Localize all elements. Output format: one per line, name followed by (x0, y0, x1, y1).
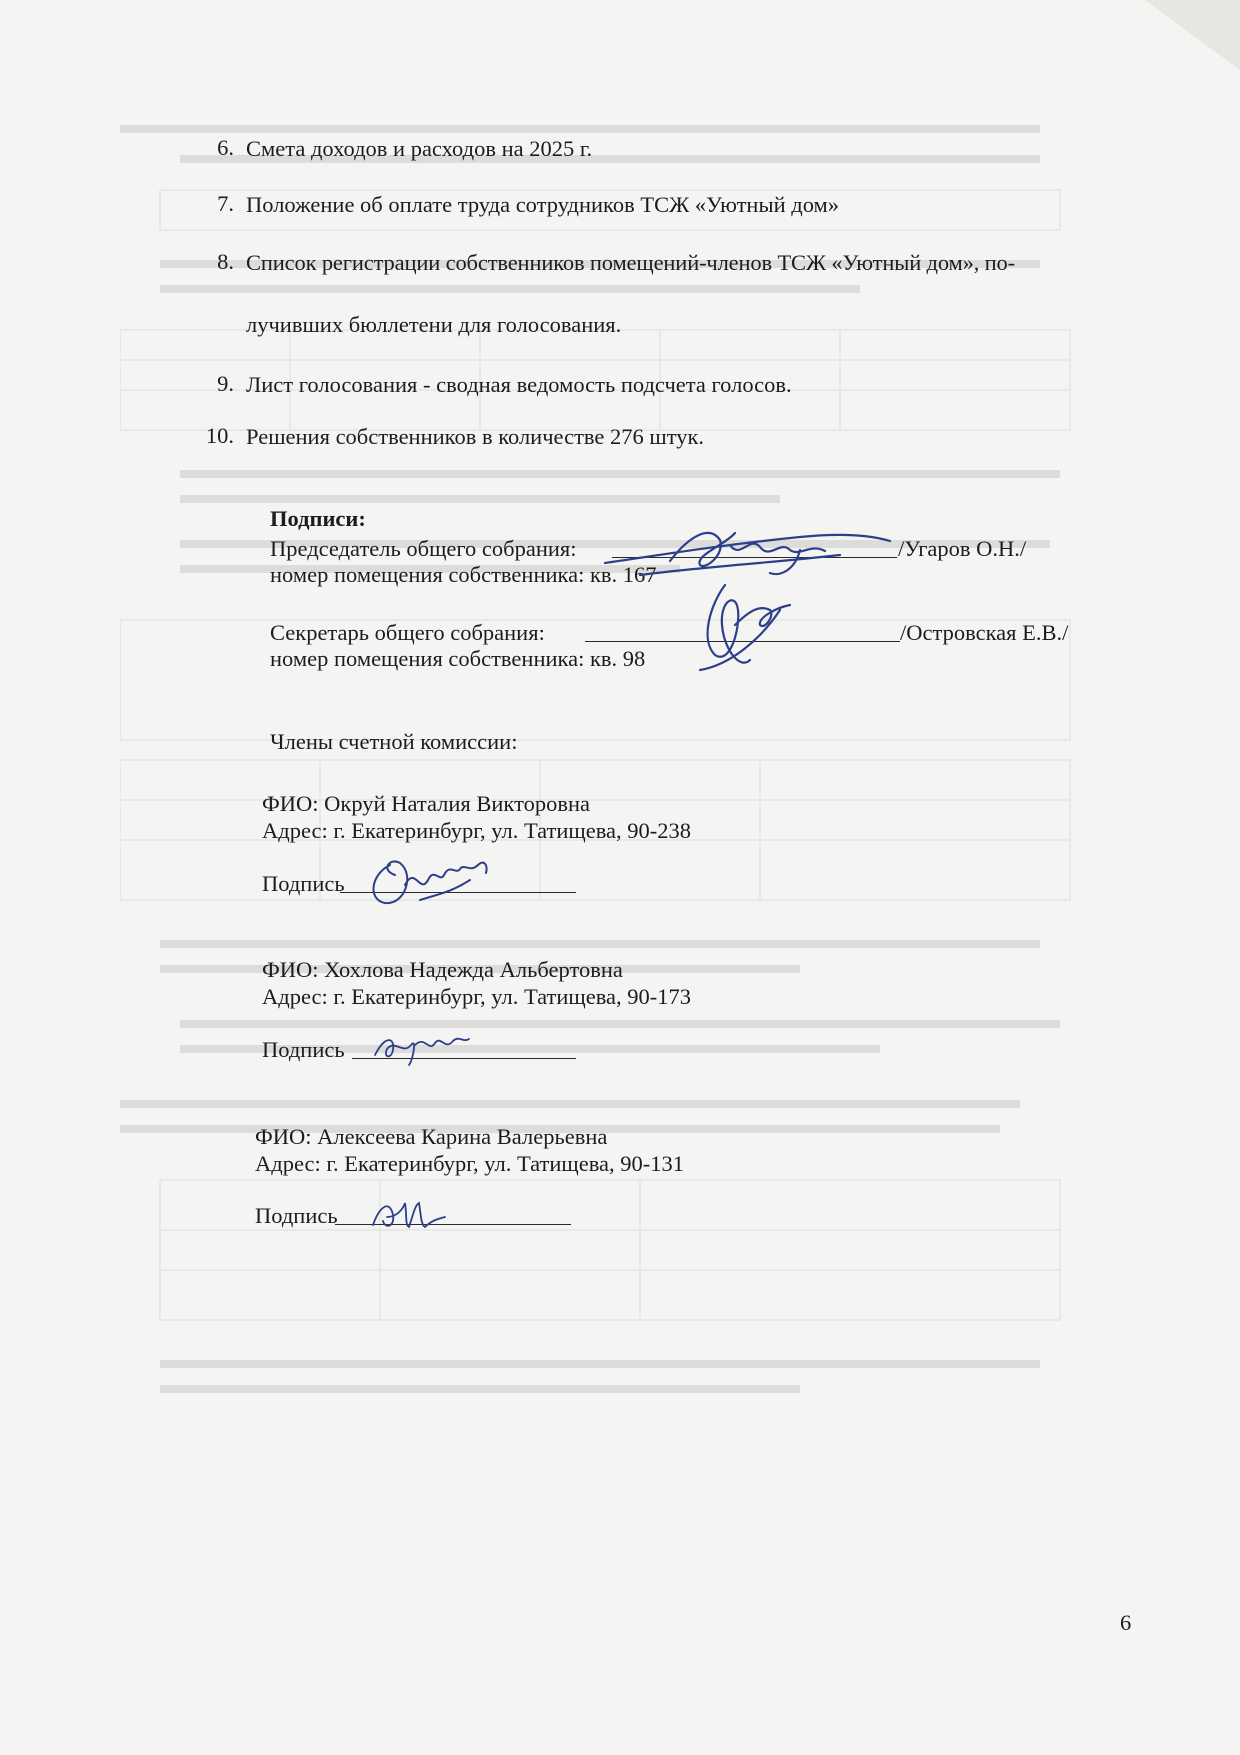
member-signature-image (365, 1195, 455, 1235)
member-address: Адрес: г. Екатеринбург, ул. Татищева, 90-173 (262, 984, 692, 1009)
member-address: Адрес: г. Екатеринбург, ул. Татищева, 90-131 (255, 1151, 685, 1176)
member-sign-label: Подпись (262, 871, 345, 896)
secretary-signature-image (680, 570, 820, 680)
list-number: 6. (217, 135, 234, 160)
list-item-text-continuation: лучивших бюллетени для голосования. (246, 312, 622, 337)
list-number: 7. (217, 191, 234, 216)
member-fio: ФИО: Хохлова Надежда Альбертовна (262, 957, 623, 982)
member-address: Адрес: г. Екатеринбург, ул. Татищева, 90-238 (262, 818, 692, 843)
list-item-text: Лист голосования - сводная ведомость подсчета голосов. (246, 372, 792, 397)
commission-heading: Члены счетной комиссии: (270, 729, 518, 754)
chairman-label: Председатель общего собрания: (270, 536, 577, 561)
signatures-heading: Подписи: (270, 506, 366, 531)
secretary-room: номер помещения собственника: кв. 98 (270, 646, 646, 671)
secretary-label: Секретарь общего собрания: (270, 620, 545, 645)
member-signature-image (365, 1025, 475, 1070)
folded-corner (1145, 0, 1240, 70)
member-sign-label: Подпись (262, 1037, 345, 1062)
list-number: 9. (217, 371, 234, 396)
list-item-text: Положение об оплате труда сотрудников ТСЖ «Уютный дом» (246, 192, 840, 217)
list-item-text: Решения собственников в количестве 276 штук. (246, 424, 705, 449)
list-number: 10. (205, 423, 234, 448)
list-number: 8. (217, 249, 234, 274)
member-sign-label: Подпись (255, 1203, 338, 1228)
page-number: 6 (1120, 1610, 1132, 1635)
list-item-text: Смета доходов и расходов на 2025 г. (246, 136, 593, 161)
list-item-text: Список регистрации собственников помещений-членов ТСЖ «Уютный дом», по- (246, 250, 1015, 275)
secretary-name: /Островская Е.В./ (900, 620, 1069, 645)
chairman-room: номер помещения собственника: кв. 167 (270, 562, 657, 587)
member-fio: ФИО: Алексеева Карина Валерьевна (255, 1124, 608, 1149)
member-signature-image (360, 845, 500, 910)
member-fio: ФИО: Окруй Наталия Викторовна (262, 791, 591, 816)
chairman-name: /Угаров О.Н./ (898, 536, 1027, 561)
